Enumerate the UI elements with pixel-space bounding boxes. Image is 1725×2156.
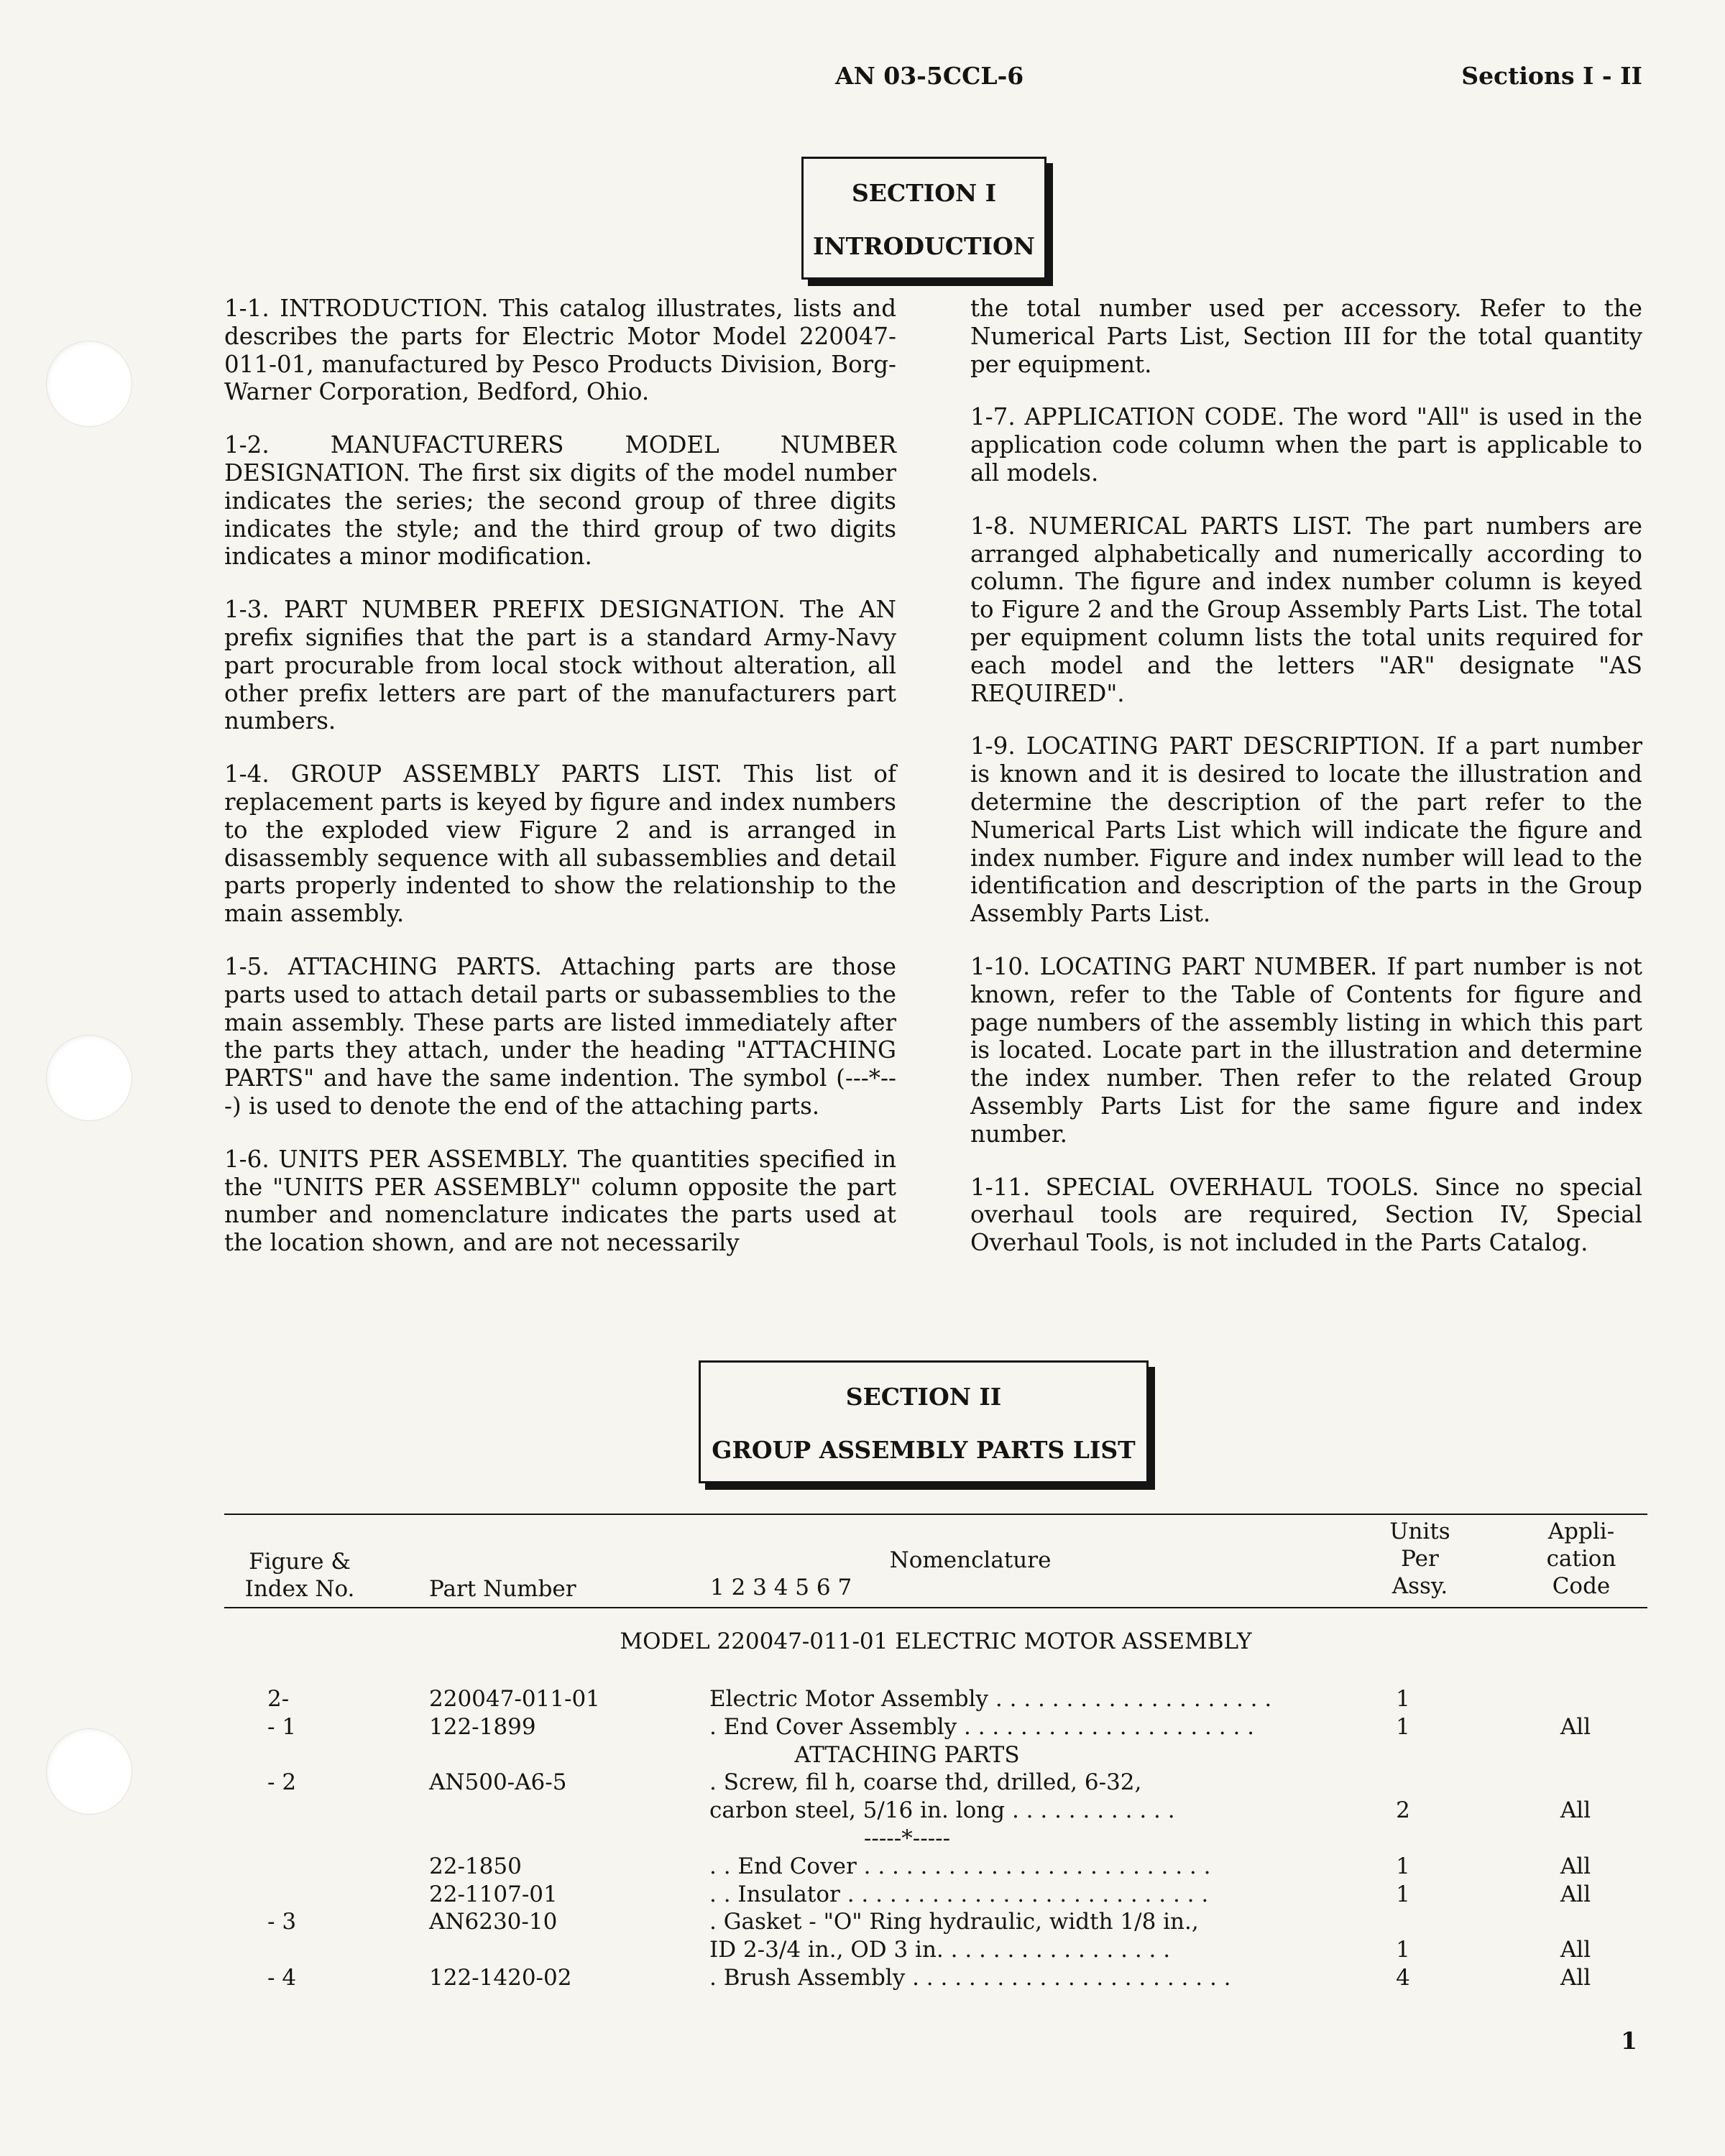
intro-left-column xyxy=(224,295,896,1282)
table-row xyxy=(224,1685,1647,1713)
nomenclature-cell: ID 2-3/4 in., OD 3 in. . . . . . . . . . . . . . . . . xyxy=(709,1937,1171,1963)
left-paragraph: 1-5. ATTACHING PARTS. Attaching parts are those parts used to attach detail parts or subassemblies to the main assembly. These parts are listed immediately after the parts they attach, under the heading "ATTACHING PARTS" and have the same indention. The symbol (---*---) is used to denote the end of the attaching parts. xyxy=(224,952,896,1120)
table-row xyxy=(224,1881,1647,1908)
part-number-cell: 220047-011-01 xyxy=(429,1686,600,1712)
left-paragraph: 1-3. PART NUMBER PREFIX DESIGNATION. The AN prefix signifies that the part is a standard Army-Navy part procurable from local stock without alteration, all other prefix letters are part of the manufacturers part numbers. xyxy=(224,596,896,735)
application-code-cell: All xyxy=(1560,1713,1591,1740)
col-header-app-line2: cation xyxy=(1546,1546,1616,1572)
col-header-app-line1: Appli- xyxy=(1547,1519,1615,1544)
application-code-cell: All xyxy=(1560,1937,1591,1963)
nomenclature-cell: -----*----- xyxy=(863,1825,951,1851)
right-paragraph: 1-9. LOCATING PART DESCRIPTION. If a part number is known and it is desired to locate the illustration and determine the description of the part refer to the Numerical Parts List which will indicate the figure and index number. Figure and index number will lead to the identification and description of the parts in the Group Assembly Parts List. xyxy=(970,732,1642,928)
section-2-box xyxy=(699,1360,1149,1483)
binder-hole-middle xyxy=(46,1035,132,1121)
table-row xyxy=(224,1964,1647,1991)
table-row xyxy=(224,1936,1647,1963)
application-code-cell: All xyxy=(1560,1797,1591,1824)
nomenclature-cell: . Gasket - "O" Ring hydraulic, width 1/8 in., xyxy=(709,1909,1199,1935)
application-code-cell: All xyxy=(1560,1881,1591,1907)
col-header-nomenclature: Nomenclature xyxy=(889,1547,1052,1573)
right-paragraph: the total number used per accessory. Refer to the Numerical Parts List, Section III for the total quantity per equipment. xyxy=(970,295,1642,378)
index-cell: - 4 xyxy=(267,1965,297,1991)
part-number-cell: 22-1107-01 xyxy=(429,1881,558,1907)
section-2-subtitle: GROUP ASSEMBLY PARTS LIST xyxy=(712,1436,1136,1464)
section-range: Sections I - II xyxy=(1461,62,1642,90)
nomenclature-cell: . Brush Assembly . . . . . . . . . . . . . . . . . . . . . . . xyxy=(709,1965,1231,1991)
units-cell: 2 xyxy=(1396,1797,1410,1824)
index-cell: - 1 xyxy=(267,1713,297,1740)
units-cell: 1 xyxy=(1396,1686,1410,1712)
index-cell: - 2 xyxy=(267,1769,297,1796)
right-paragraph: 1-11. SPECIAL OVERHAUL TOOLS. Since no special overhaul tools are required, Section IV, Special Overhaul Tools, is not included in the Parts Catalog. xyxy=(970,1173,1642,1257)
application-code-cell: All xyxy=(1560,1853,1591,1879)
col-header-application-code xyxy=(1524,1518,1639,1600)
binder-hole-top xyxy=(46,341,132,427)
nomenclature-cell: . . End Cover . . . . . . . . . . . . . . . . . . . . . . . . . xyxy=(709,1853,1211,1879)
left-paragraph: 1-4. GROUP ASSEMBLY PARTS LIST. This list of replacement parts is keyed by figure and index numbers to the exploded view Figure 2 and is arranged in disassembly sequence with all subassemblies and detail parts properly indented to show the relationship to the main assembly. xyxy=(224,760,896,928)
index-cell: - 3 xyxy=(267,1909,297,1935)
col-header-indent-levels: 1 2 3 4 5 6 7 xyxy=(710,1575,852,1600)
table-top-rule xyxy=(224,1514,1647,1515)
doc-number: AN 03-5CCL-6 xyxy=(835,62,1024,90)
left-paragraph: 1-1. INTRODUCTION. This catalog illustrates, lists and describes the parts for Electric Motor Model 220047-011-01, manufactured by Pesco Products Division, Borg-Warner Corporation, Bedford, Ohio. xyxy=(224,295,896,406)
table-row xyxy=(224,1741,1647,1769)
intro-right-column xyxy=(970,295,1642,1282)
page-number: 1 xyxy=(1621,2027,1637,2055)
units-cell: 4 xyxy=(1396,1965,1410,1991)
part-number-cell: 122-1899 xyxy=(429,1713,536,1740)
table-row xyxy=(224,1797,1647,1824)
table-row xyxy=(224,1853,1647,1880)
section-1-box xyxy=(801,157,1046,280)
units-cell: 1 xyxy=(1396,1881,1410,1907)
section-1-title: SECTION I xyxy=(851,179,997,207)
nomenclature-cell: Electric Motor Assembly . . . . . . . . . . . . . . . . . . . . xyxy=(709,1686,1272,1712)
table-header-rule xyxy=(224,1607,1647,1608)
col-header-units xyxy=(1364,1518,1476,1600)
col-header-figure-line1: Figure & xyxy=(249,1549,351,1575)
units-cell: 1 xyxy=(1396,1713,1410,1740)
part-number-cell: 122-1420-02 xyxy=(429,1965,572,1991)
part-number-cell: AN6230-10 xyxy=(429,1909,558,1935)
table-row xyxy=(224,1769,1647,1796)
index-cell: 2- xyxy=(267,1686,290,1712)
col-header-units-line1: Units xyxy=(1389,1519,1450,1544)
part-number-cell: 22-1850 xyxy=(429,1853,522,1879)
table-row xyxy=(224,1713,1647,1741)
col-header-part: Part Number xyxy=(429,1576,576,1602)
section-2-title: SECTION II xyxy=(845,1383,1002,1411)
col-header-figure-line2: Index No. xyxy=(244,1576,355,1602)
table-row xyxy=(224,1825,1647,1852)
col-header-units-line3: Assy. xyxy=(1392,1573,1448,1599)
nomenclature-cell: . End Cover Assembly . . . . . . . . . . . . . . . . . . . . . xyxy=(709,1713,1255,1740)
col-header-app-line3: Code xyxy=(1552,1573,1611,1599)
nomenclature-cell: . Screw, fil h, coarse thd, drilled, 6-32, xyxy=(709,1769,1142,1796)
binder-hole-bottom xyxy=(46,1728,132,1815)
right-paragraph: 1-7. APPLICATION CODE. The word "All" is used in the application code column when the part is applicable to all models. xyxy=(970,403,1642,487)
table-row xyxy=(224,1908,1647,1935)
section-1-subtitle: INTRODUCTION xyxy=(813,232,1035,260)
right-paragraph: 1-8. NUMERICAL PARTS LIST. The part numbers are arranged alphabetically and numerically according to column. The figure and index number column is keyed to Figure 2 and the Group Assembly Parts List. The total per equipment column lists the total units required for each model and the letters "AR" designate "AS REQUIRED". xyxy=(970,512,1642,707)
application-code-cell: All xyxy=(1560,1965,1591,1991)
nomenclature-cell: carbon steel, 5/16 in. long . . . . . . . . . . . . xyxy=(709,1797,1175,1824)
units-cell: 1 xyxy=(1396,1937,1410,1963)
model-title: MODEL 220047-011-01 ELECTRIC MOTOR ASSEMBLY xyxy=(620,1628,1252,1654)
part-number-cell: AN500-A6-5 xyxy=(429,1769,567,1796)
right-paragraph: 1-10. LOCATING PART NUMBER. If part number is not known, refer to the Table of Contents for figure and page numbers of the assembly listing in which this part is located. Locate part in the illustration and determine the index number. Then refer to the related Group Assembly Parts List for the same figure and index number. xyxy=(970,952,1642,1148)
col-header-figure xyxy=(231,1548,368,1603)
left-paragraph: 1-6. UNITS PER ASSEMBLY. The quantities specified in the "UNITS PER ASSEMBLY" column opposite the part number and nomenclature indicates the parts used at the location shown, and are not necessarily xyxy=(224,1145,896,1257)
nomenclature-cell: . . Insulator . . . . . . . . . . . . . . . . . . . . . . . . . . xyxy=(709,1881,1209,1907)
left-paragraph: 1-2. MANUFACTURERS MODEL NUMBER DESIGNATION. The first six digits of the model number indicates the series; the second group of three digits indicates the style; and the third group of two digits indicates a minor modification. xyxy=(224,431,896,571)
nomenclature-cell: ATTACHING PARTS xyxy=(794,1741,1020,1768)
units-cell: 1 xyxy=(1396,1853,1410,1879)
col-header-units-line2: Per xyxy=(1401,1546,1439,1572)
